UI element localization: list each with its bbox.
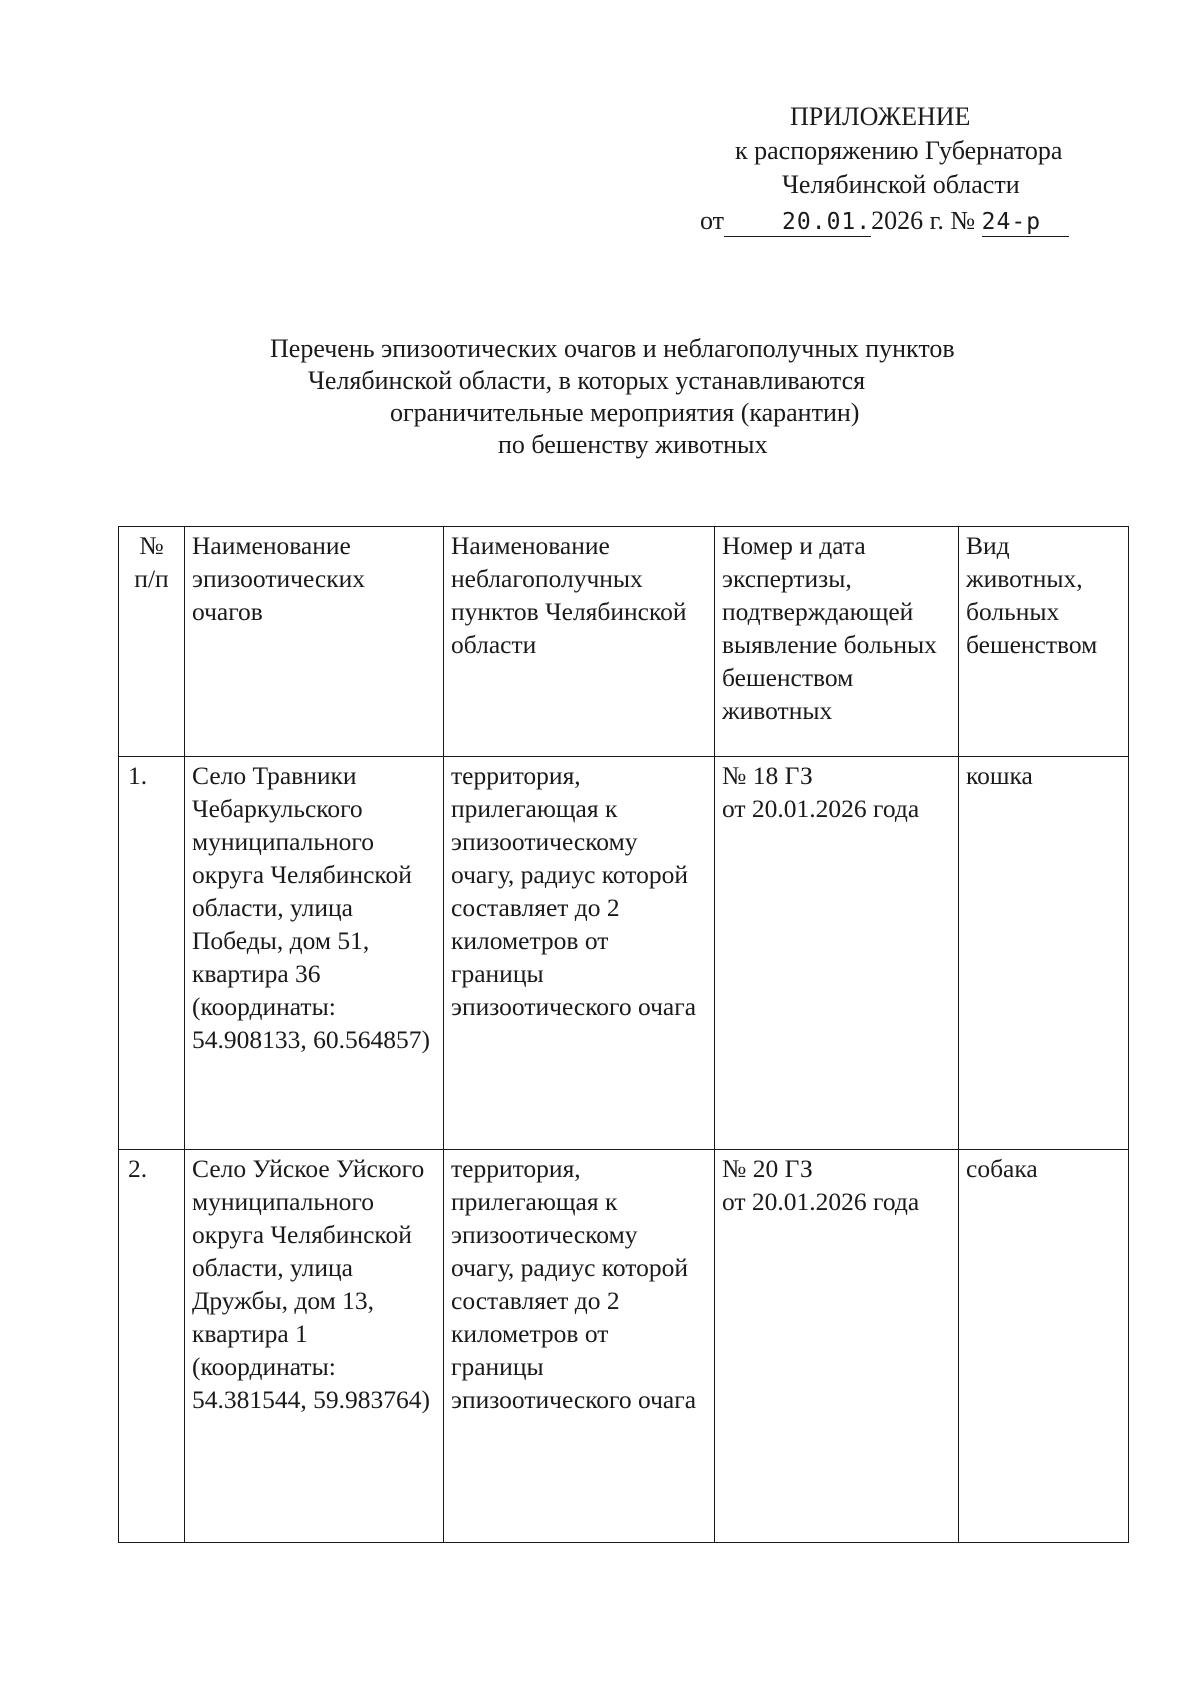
header-points: Наименование неблагополучных пунктов Челябинской области [444,527,715,757]
row-expertise [715,1150,959,1543]
row-num: 2. [119,1150,185,1543]
expertise-date: от 20.01.2026 года [722,794,920,823]
header-num: № п/п [119,527,185,757]
header-species: Вид животных, больных бешенством [959,527,1129,757]
from-label: от [700,206,725,235]
table-row [119,757,1129,1150]
table-row [119,1150,1129,1543]
row-species: кошка [959,757,1129,1150]
year-number-label: 2026 г. № [871,206,976,235]
row-focus: Село Уйское Уйского муниципального округа Челябинской области, улица Дружбы, дом 13, квартира 1 (координаты: 54.381544, 59.983764) [185,1150,444,1543]
table-header-row [119,527,1129,757]
appendix-line-region: Челябинской области [782,170,1020,199]
title-line-2: Челябинской области, в которых устанавливаются [308,366,866,395]
appendix-title: ПРИЛОЖЕНИЕ [790,102,971,131]
title-line-1: Перечень эпизоотических очагов и неблагополучных пунктов [270,334,955,363]
number-field [982,207,1069,237]
appendix-date-line [690,204,1120,238]
row-species: собака [959,1150,1129,1543]
date-field [724,207,871,237]
handwritten-date: 20.01. [782,209,872,235]
row-num: 1. [119,757,185,1150]
title-line-4: по бешенству животных [498,430,768,459]
appendix-line-order: к распоряжению Губернатора [735,136,1063,165]
appendix-header [690,100,1120,238]
expertise-number: № 18 ГЗ [722,761,813,790]
expertise-number: № 20 ГЗ [722,1154,813,1183]
handwritten-number: 24-р [981,209,1042,235]
row-point: территория, прилегающая к эпизоотическому очагу, радиус которой составляет до 2 километров от границы эпизоотического очага [444,1150,715,1543]
row-expertise [715,757,959,1150]
header-foci: Наименование эпизоотических очагов [185,527,444,757]
document-title [200,333,1040,461]
title-line-3: ограничительные мероприятия (карантин) [390,398,860,427]
foci-table [118,526,1129,1543]
expertise-date: от 20.01.2026 года [722,1187,920,1216]
row-point: территория, прилегающая к эпизоотическому очагу, радиус которой составляет до 2 километров от границы эпизоотического очага [444,757,715,1150]
header-expertise: Номер и дата экспертизы, подтверждающей выявление больных бешенством животных [715,527,959,757]
row-focus: Село Травники Чебаркульского муниципального округа Челябинской области, улица Победы, дом 51, квартира 36 (координаты: 54.908133, 60.564857) [185,757,444,1150]
